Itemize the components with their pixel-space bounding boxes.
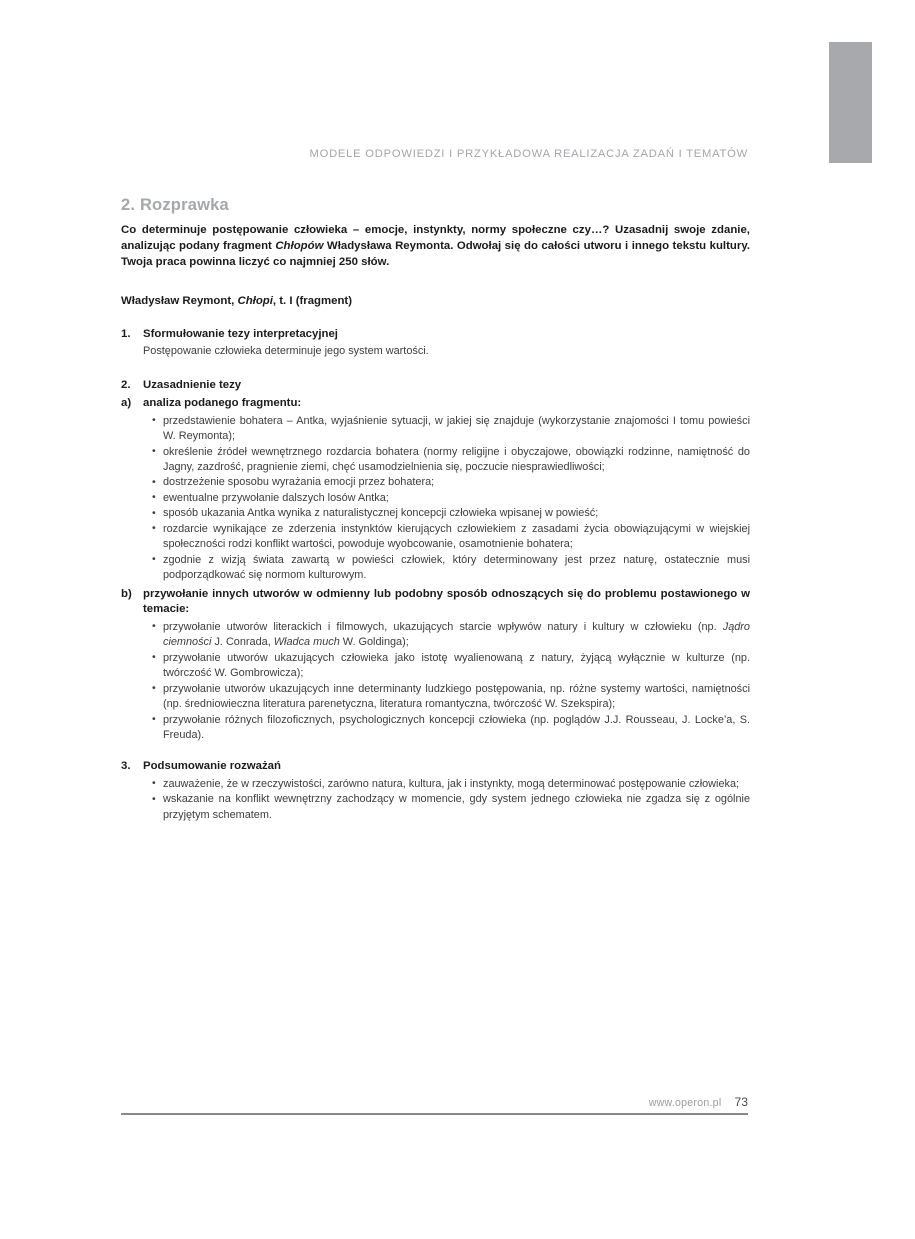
outline-label-2b: przywołanie innych utworów w odmienny lub podobny sposób odnoszących się do problemu postawionego w temacie: (143, 587, 750, 616)
outline-marker-1: 1. (121, 327, 131, 340)
list-item-post: W. Goldinga); (339, 636, 409, 649)
list-item: • zauważenie, że w rzeczywistości, zarówno natura, kultura, jak i instynkty, mogą determinować postępowanie człowieka; (152, 777, 750, 792)
bullet-list-2b (121, 620, 750, 744)
outline-label-1: Sformułowanie tezy interpretacyjnej (143, 327, 338, 340)
list-item-mid: J. Conrada, (211, 636, 274, 649)
list-item-title-italic-1: Jądro ciemności (163, 620, 750, 649)
outline-marker-2: 2. (121, 378, 131, 391)
bullet-list-3 (121, 777, 750, 823)
outline-subheading-2a (121, 396, 750, 412)
outline-heading-1 (121, 327, 750, 343)
list-item: • przywołanie utworów ukazujących inne determinanty ludzkiego postępowania, np. różne systemy wartości, namiętności (np. średniowieczna literatura parenetyczna, literatura romantyczna, twórczość W. Szekspira); (152, 682, 750, 713)
list-item: • dostrzeżenie sposobu wyrażania emocji przez bohatera; (152, 475, 750, 490)
outline-label-3: Podsumowanie rozważań (143, 760, 281, 773)
page-edge-marker-tab (829, 42, 872, 163)
outline-heading-2 (121, 378, 750, 394)
task-prompt-part1: Co determinuje postępowanie człowieka – emocje, instynkty, normy społeczne czy…? Uzasadnij swoje zdanie, analizując podany fragment (121, 224, 750, 253)
source-volume: , t. I (fragment) (272, 294, 353, 307)
list-item-pre: przywołanie utworów literackich i filmowych, ukazujących starcie wpływów natury i kultury w człowieku (np. (163, 620, 723, 633)
source-citation (121, 293, 750, 309)
list-item: • określenie źródeł wewnętrznego rozdarcia bohatera (normy religijne i obyczajowe, obowiązki rodzinne, namiętność do Jagny, zazdrość, pragnienie ziemi, chęć usamodzielnienia się, poczucie niesprawiedliwości; (152, 445, 750, 476)
list-item: • przywołanie różnych filozoficznych, psychologicznych koncepcji człowieka (np. poglądów J.J. Rousseau, J. Locke’a, S. Freuda). (152, 713, 750, 744)
page-content (121, 196, 750, 823)
footer-divider (121, 1113, 748, 1115)
task-prompt-title-italic: Chłopów (275, 240, 324, 253)
running-header: MODELE ODPOWIEDZI I PRZYKŁADOWA REALIZACJA ZADAŃ I TEMATÓW (309, 148, 748, 160)
outline-marker-3: 3. (121, 760, 131, 773)
outline-label-2: Uzasadnienie tezy (143, 378, 242, 391)
page-number: 73 (734, 1095, 748, 1109)
page-title: 2. Rozprawka (121, 196, 229, 214)
bullet-list-2a (121, 414, 750, 584)
page-footer (121, 1095, 748, 1115)
outline-subheading-2b (121, 587, 750, 618)
outline-heading-3 (121, 759, 750, 775)
list-item: • ewentualne przywołanie dalszych losów Antka; (152, 491, 750, 506)
list-item: • wskazanie na konflikt wewnętrzny zachodzący w momencie, gdy system jednego człowieka nie zgadza się z ogólnie przyjętym schematem. (152, 792, 750, 823)
list-item: • sposób ukazania Antka wynika z naturalistycznej koncepcji człowieka wpisanej w powieść; (152, 506, 750, 521)
task-prompt (121, 222, 750, 271)
list-item: • zgodnie z wizją świata zawartą w powieści człowiek, który determinowany jest przez naturę, ostatecznie musi podporządkować się normom kulturowym. (152, 553, 750, 584)
source-author: Władysław Reymont, (121, 294, 238, 307)
task-prompt-part2: Władysława Reymonta. Odwołaj się do całości utworu i innego tekstu kultury. Twoja praca powinna liczyć co najmniej 250 słów. (121, 240, 750, 269)
list-item: • przedstawienie bohatera – Antka, wyjaśnienie sytuacji, w jakiej się znajduje (wykorzystanie znajomości I tomu powieści W. Reymonta); (152, 414, 750, 445)
source-title-italic: Chłopi (237, 294, 273, 307)
outline-marker-2a: a) (121, 397, 132, 410)
list-item: • przywołanie utworów ukazujących człowieka jako istotę wyalienowaną z natury, żyjącą wyłącznie w kulturze (np. twórczość W. Gombrowicza); (152, 651, 750, 682)
outline-answer-1: Postępowanie człowieka determinuje jego system wartości. (143, 345, 429, 358)
outline-marker-2b: b) (121, 587, 132, 600)
list-item: • rozdarcie wynikające ze zderzenia instynktów kierujących człowiekiem z zasadami życia obowiązującymi w wiejskiej społeczności rodzi konflikt wartości, powoduje wyobcowanie, osamotnienie bohatera; (152, 522, 750, 553)
list-item-title-italic-2: Władca much (273, 636, 340, 649)
list-item (152, 620, 750, 651)
outline-label-2a: analiza podanego fragmentu: (143, 397, 302, 410)
footer-website[interactable]: www.operon.pl (648, 1097, 722, 1109)
footer-row (121, 1095, 748, 1113)
